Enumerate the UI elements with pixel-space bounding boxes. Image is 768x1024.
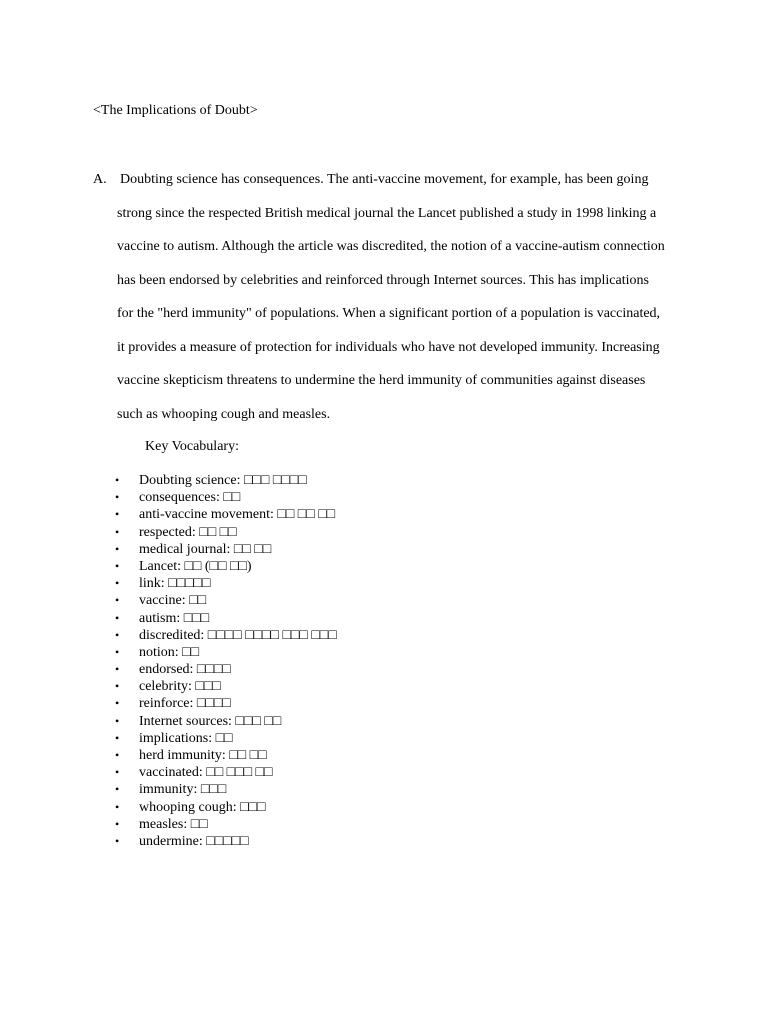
- vocabulary-term: implications: □□: [139, 730, 233, 746]
- vocabulary-term: anti-vaccine movement: □□ □□ □□: [139, 507, 336, 523]
- bullet-icon: •: [115, 730, 120, 745]
- paragraph-line: vaccine skepticism threatens to undermine the herd immunity of communities against diseases: [117, 373, 646, 388]
- bullet-icon: •: [115, 473, 120, 487]
- vocabulary-term: reinforce: □□□□: [139, 696, 231, 712]
- vocabulary-term: Internet sources: □□□ □□: [139, 713, 282, 729]
- paragraph-marker: A.: [93, 172, 107, 187]
- bullet-icon: •: [115, 644, 120, 659]
- vocabulary-term: immunity: □□□: [139, 782, 227, 798]
- paragraph-line: such as whooping cough and measles.: [117, 407, 331, 422]
- vocabulary-term: vaccine: □□: [139, 593, 207, 609]
- document-title: <The Implications of Doubt>: [93, 103, 258, 118]
- bullet-icon: •: [115, 782, 120, 797]
- bullet-icon: •: [115, 524, 120, 539]
- vocabulary-term: autism: □□□: [139, 610, 210, 626]
- vocabulary-term: respected: □□ □□: [139, 524, 237, 540]
- bullet-icon: •: [115, 576, 120, 591]
- bullet-icon: •: [115, 765, 120, 780]
- vocabulary-term: vaccinated: □□ □□□ □□: [139, 765, 273, 781]
- paragraph-line: vaccine to autism. Although the article was discredited, the notion of a vaccine-autism connection: [117, 239, 665, 254]
- paragraph-line: Doubting science has consequences. The anti-vaccine movement, for example, has been going: [120, 172, 649, 187]
- vocabulary-term: Lancet: □□ (□□ □□): [139, 558, 252, 574]
- vocabulary-term: whooping cough: □□□: [139, 799, 266, 815]
- paragraph-line: has been endorsed by celebrities and reinforced through Internet sources. This has implications: [117, 273, 649, 288]
- bullet-icon: •: [115, 696, 120, 711]
- vocabulary-term: consequences: □□: [139, 490, 241, 506]
- bullet-icon: •: [115, 541, 120, 556]
- vocabulary-term: notion: □□: [139, 644, 200, 660]
- vocabulary-term: Doubting science: □□□ □□□□: [139, 473, 307, 488]
- bullet-icon: •: [115, 610, 120, 625]
- bullet-icon: •: [115, 662, 120, 677]
- vocabulary-heading: Key Vocabulary:: [145, 439, 239, 454]
- bullet-icon: •: [115, 679, 120, 694]
- vocabulary-term: undermine: □□□□□: [139, 833, 249, 849]
- bullet-icon: •: [115, 490, 120, 505]
- vocabulary-term: discredited: □□□□ □□□□ □□□ □□□: [139, 627, 337, 643]
- vocabulary-term: measles: □□: [139, 816, 208, 832]
- paragraph-line: for the "herd immunity" of populations. When a significant portion of a population is vaccinated,: [117, 306, 661, 321]
- vocabulary-term: medical journal: □□ □□: [139, 541, 272, 557]
- bullet-icon: •: [115, 627, 120, 642]
- paragraph-line: it provides a measure of protection for individuals who have not developed immunity. Increasing: [117, 340, 660, 355]
- bullet-icon: •: [115, 507, 120, 522]
- bullet-icon: •: [115, 833, 120, 848]
- vocabulary-term: herd immunity: □□ □□: [139, 748, 267, 763]
- bullet-icon: •: [115, 748, 120, 762]
- vocabulary-term: celebrity: □□□: [139, 679, 221, 695]
- bullet-icon: •: [115, 816, 120, 831]
- paragraph-line: strong since the respected British medical journal the Lancet published a study in 1998 linking a: [117, 206, 657, 221]
- bullet-icon: •: [115, 593, 120, 608]
- bullet-icon: •: [115, 799, 120, 814]
- vocabulary-term: endorsed: □□□□: [139, 662, 231, 678]
- bullet-icon: •: [115, 713, 120, 728]
- bullet-icon: •: [115, 558, 120, 573]
- vocabulary-term: link: □□□□□: [139, 576, 211, 592]
